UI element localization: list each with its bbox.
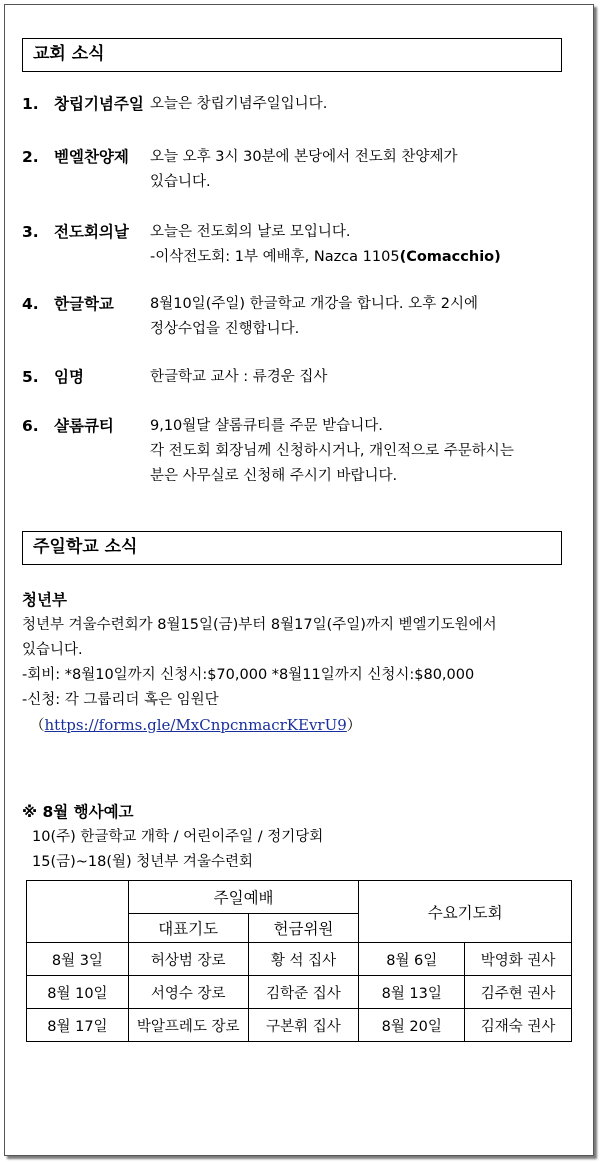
- events-title: ※ 8월 행사예고: [22, 803, 134, 821]
- event-line: 15(금)~18(월) 청년부 겨울수련회: [32, 854, 253, 870]
- event-line: 10(주) 한글학교 개학 / 어린이주일 / 정기당회: [32, 829, 324, 845]
- sunday-date: 8월 10일: [27, 976, 129, 1009]
- august-events: [22, 800, 582, 875]
- item-number: 6.: [22, 417, 39, 435]
- item-text: 9,10월달 샬롬큐티를 주문 받습니다.: [150, 418, 383, 434]
- duty-schedule-table: [26, 880, 572, 1042]
- youth-title: 청년부: [22, 591, 67, 609]
- item-text: 한글학교 교사 : 류경운 집사: [150, 369, 328, 385]
- wednesday-leader: 김재숙 권사: [465, 1009, 572, 1042]
- item-number: 1.: [22, 95, 39, 113]
- youth-notice: [22, 588, 582, 739]
- prayer-leader: 서영수 장로: [128, 976, 248, 1009]
- signup-link-line: （https://forms.gle/MxCnpcnmacrKEvrU9）: [30, 716, 362, 734]
- church-news-header: 교회 소식: [22, 38, 562, 72]
- item-label: 벧엘찬양제: [54, 148, 129, 166]
- item-text: 있습니다.: [150, 174, 211, 190]
- wednesday-date: 8월 20일: [359, 1009, 465, 1042]
- youth-fee-line: -회비: *8월10일까지 신청시:$70,000 *8월11일까지 신청시:$80,000: [22, 667, 475, 683]
- youth-line: 있습니다.: [22, 642, 83, 658]
- item-text: 정상수업을 진행합니다.: [150, 321, 300, 337]
- sunday-school-header: 주일학교 소식: [22, 531, 562, 565]
- prayer-leader: 박알프레도 장로: [128, 1009, 248, 1042]
- item-label: 샬롬큐티: [54, 417, 114, 435]
- prayer-leader: 허상범 장로: [128, 943, 248, 976]
- sunday-date: 8월 3일: [27, 943, 129, 976]
- wednesday-date: 8월 6일: [359, 943, 465, 976]
- item-number: 4.: [22, 295, 39, 313]
- item-number: 2.: [22, 148, 39, 166]
- item-text: -이삭전도회: 1부 예배후, Nazca 1105(Comacchio): [150, 249, 501, 265]
- item-label: 한글학교: [54, 295, 114, 313]
- wednesday-leader: 김주현 권사: [465, 976, 572, 1009]
- table-row: [27, 976, 572, 1009]
- wednesday-date: 8월 13일: [359, 976, 465, 1009]
- item-text: 오늘은 전도회의 날로 모입니다.: [150, 224, 351, 240]
- item-number: 5.: [22, 368, 39, 386]
- wednesday-leader: 박영화 권사: [465, 943, 572, 976]
- item-text: 오늘은 창립기념주일입니다.: [150, 96, 328, 112]
- table-row: [27, 943, 572, 976]
- prayer-column-header: 대표기도: [128, 914, 248, 943]
- offering-member: 구본휘 집사: [248, 1009, 359, 1042]
- offering-member: 김학준 집사: [248, 976, 359, 1009]
- sunday-service-header: 주일예배: [128, 881, 359, 914]
- offering-member: 황 석 집사: [248, 943, 359, 976]
- offering-column-header: 헌금위원: [248, 914, 359, 943]
- sunday-date: 8월 17일: [27, 1009, 129, 1042]
- item-text: 각 전도회 회장님께 신청하시거나, 개인적으로 주문하시는: [150, 443, 514, 459]
- wednesday-prayer-header: 수요기도회: [359, 881, 572, 943]
- item-text: 오늘 오후 3시 30분에 본당에서 전도회 찬양제가: [150, 149, 458, 165]
- item-label: 임명: [54, 368, 84, 386]
- item-label: 창립기념주일: [54, 95, 144, 113]
- empty-header-cell: [27, 881, 129, 943]
- item-text: 8월10일(주일) 한글학교 개강을 합니다. 오후 2시에: [150, 296, 478, 312]
- item-label: 전도회의날: [54, 223, 129, 241]
- table-row: [27, 1009, 572, 1042]
- youth-line: 청년부 겨울수련회가 8월15일(금)부터 8월17일(주일)까지 벧엘기도원에서: [22, 617, 497, 633]
- youth-apply-line: -신청: 각 그룹리더 혹은 임원단: [22, 692, 219, 708]
- item-number: 3.: [22, 223, 39, 241]
- signup-form-link[interactable]: https://forms.gle/MxCnpcnmacrKEvrU9: [44, 716, 347, 734]
- item-text: 분은 사무실로 신청해 주시기 바랍니다.: [150, 468, 398, 484]
